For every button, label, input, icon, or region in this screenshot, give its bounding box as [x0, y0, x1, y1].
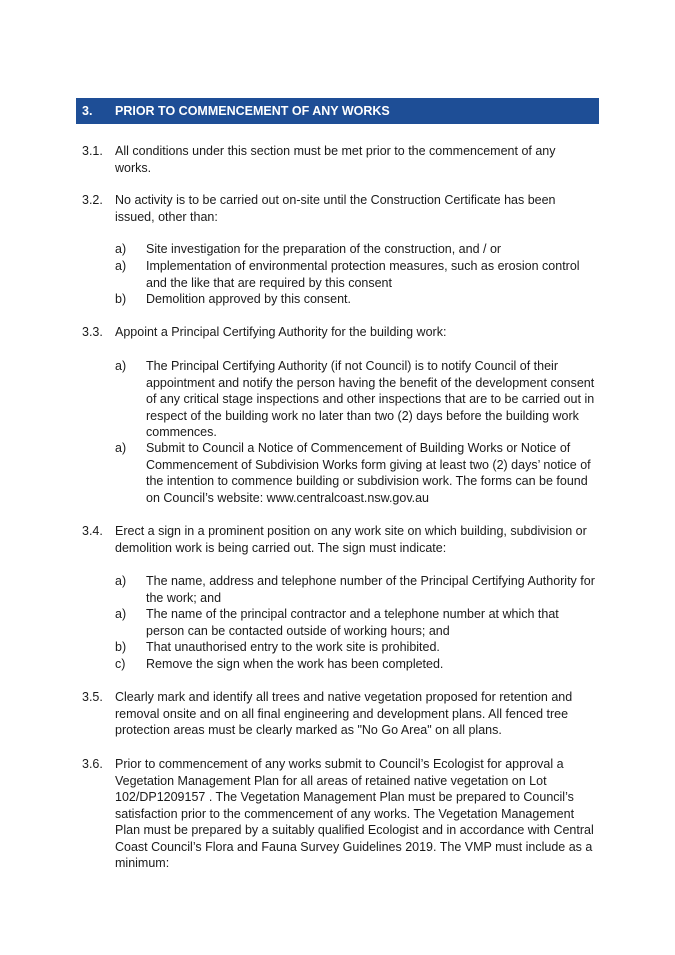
- clause-number: 3.5.: [82, 690, 103, 704]
- list-item-label: c): [115, 657, 126, 671]
- list-item-label: a): [115, 574, 127, 588]
- list-item-label: a): [115, 259, 127, 273]
- list-item-label: a): [115, 441, 127, 455]
- list-item-text: The name of the principal contractor and a telephone number at which that person can be contacted outside of working hours; and: [146, 607, 559, 638]
- section-number: 3.: [82, 104, 93, 118]
- list-item-text: Demolition approved by this consent.: [146, 292, 351, 306]
- list-item-label: a): [115, 242, 127, 256]
- clause-number: 3.2.: [82, 193, 103, 207]
- clause-number: 3.4.: [82, 524, 103, 538]
- section-header: [76, 98, 599, 124]
- list-item-text: Submit to Council a Notice of Commencement of Building Works or Notice of Commencement of Subdivision Works form giving at least two (2) days’ notice of the intention to commence building or subdivision work. The forms can be found on Council’s website: www.centralcoast.nsw.gov.au: [146, 441, 591, 505]
- list-item-text: The name, address and telephone number of the Principal Certifying Authority for the work; and: [146, 574, 595, 605]
- list-item-label: a): [115, 607, 127, 621]
- clause-text: Erect a sign in a prominent position on any work site on which building, subdivision or demolition work is being carried out. The sign must indicate:: [115, 524, 587, 555]
- list-item-text: Implementation of environmental protection measures, such as erosion control and the like that are required by this consent: [146, 259, 580, 290]
- clause-text: Prior to commencement of any works submit to Council’s Ecologist for approval a Vegetation Management Plan for all areas of retained native vegetation on Lot 102/DP1209157 . The Vegetation Management Plan must be prepared to Council’s satisfaction prior to the commencement of any works. The Vegetation Management Plan must be prepared by a suitably qualified Ecologist and in accordance with Central Coast Council’s Flora and Fauna Survey Guidelines 2019. The VMP must include as a minimum:: [115, 757, 594, 870]
- list-item-text: The Principal Certifying Authority (if not Council) is to notify Council of their appointment and notify the person having the benefit of the development consent of any critical stage inspections and other inspections that are to be carried out in respect of the building work no later than two (2) days before the building work commences.: [146, 359, 595, 439]
- list-item-label: a): [115, 359, 127, 373]
- clause-number: 3.1.: [82, 144, 103, 158]
- list-item-label: b): [115, 292, 127, 306]
- clause-text: No activity is to be carried out on-site until the Construction Certificate has been issued, other than:: [115, 193, 556, 224]
- section-title: PRIOR TO COMMENCEMENT OF ANY WORKS: [115, 104, 390, 118]
- clause-number: 3.3.: [82, 325, 103, 339]
- clause-text: All conditions under this section must be met prior to the commencement of any works.: [115, 144, 556, 175]
- clause-text: Appoint a Principal Certifying Authority for the building work:: [115, 325, 447, 339]
- clause-number: 3.6.: [82, 757, 103, 771]
- list-item-text: That unauthorised entry to the work site is prohibited.: [146, 640, 440, 654]
- clause-text: Clearly mark and identify all trees and native vegetation proposed for retention and removal onsite and on all final engineering and development plans. All fenced tree protection areas must be clearly marked as "No Go Area" on all plans.: [115, 690, 573, 737]
- list-item-label: b): [115, 640, 127, 654]
- list-item-text: Remove the sign when the work has been completed.: [146, 657, 444, 671]
- list-item-text: Site investigation for the preparation of the construction, and / or: [146, 242, 502, 256]
